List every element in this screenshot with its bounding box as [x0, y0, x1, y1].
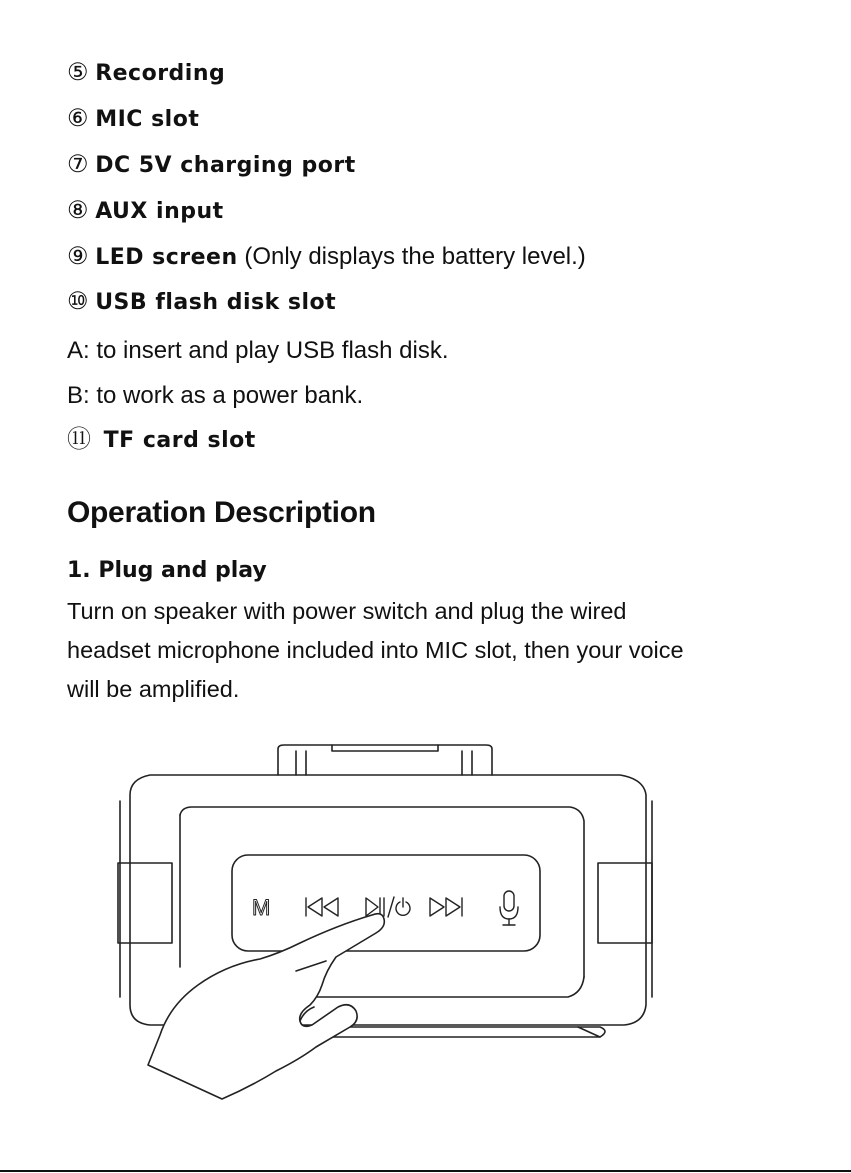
feature-label: LED screen	[95, 245, 238, 270]
feature-number: ⑨	[67, 243, 89, 270]
feature-label: MIC slot	[95, 107, 200, 132]
previous-track-icon[interactable]	[306, 898, 338, 916]
handle	[278, 745, 492, 775]
mode-button[interactable]: M	[252, 895, 271, 920]
page-bottom-rule	[0, 1170, 851, 1172]
feature-item-dc-charging-port	[67, 150, 356, 181]
usb-note-text: A: to insert and play USB flash disk.	[67, 337, 449, 364]
feature-number: ⑪	[67, 426, 91, 453]
feature-item-tf-card-slot	[67, 425, 256, 456]
feature-label: Recording	[95, 61, 226, 86]
pressing-hand	[148, 914, 384, 1099]
feature-item-recording	[67, 58, 225, 89]
feature-label: AUX input	[95, 199, 224, 224]
feature-number: ⑤	[67, 59, 89, 86]
instruction-paragraph	[67, 592, 797, 709]
usb-note-b	[67, 381, 363, 411]
paragraph-line: will be amplified.	[67, 676, 240, 702]
feature-label: USB flash disk slot	[95, 290, 337, 315]
usb-note-a	[67, 336, 449, 366]
left-side-panel	[118, 863, 172, 943]
right-side-panel	[598, 863, 652, 943]
control-panel	[232, 855, 540, 951]
next-track-icon[interactable]	[430, 898, 462, 916]
feature-item-usb-flash-disk-slot	[67, 287, 336, 318]
subsection-heading: 1. Plug and play	[67, 558, 267, 583]
feature-label: TF card slot	[103, 428, 256, 453]
feature-item-aux-input	[67, 196, 224, 227]
feature-number: ⑥	[67, 105, 89, 132]
feature-note: (Only displays the battery level.)	[244, 243, 586, 270]
section-heading: Operation Description	[67, 496, 376, 529]
speaker-illustration	[100, 735, 670, 1105]
paragraph-line: Turn on speaker with power switch and plug the wired	[67, 598, 627, 624]
feature-number: ⑧	[67, 197, 89, 224]
usb-note-text: B: to work as a power bank.	[67, 382, 364, 409]
microphone-icon[interactable]	[500, 891, 518, 925]
feature-number: ⑩	[67, 288, 89, 315]
feature-number: ⑦	[67, 151, 89, 178]
feature-item-led-screen	[67, 242, 586, 273]
paragraph-line: headset microphone included into MIC slot, then your voice	[67, 637, 684, 663]
feature-item-mic-slot	[67, 104, 199, 135]
feature-label: DC 5V charging port	[95, 153, 356, 178]
